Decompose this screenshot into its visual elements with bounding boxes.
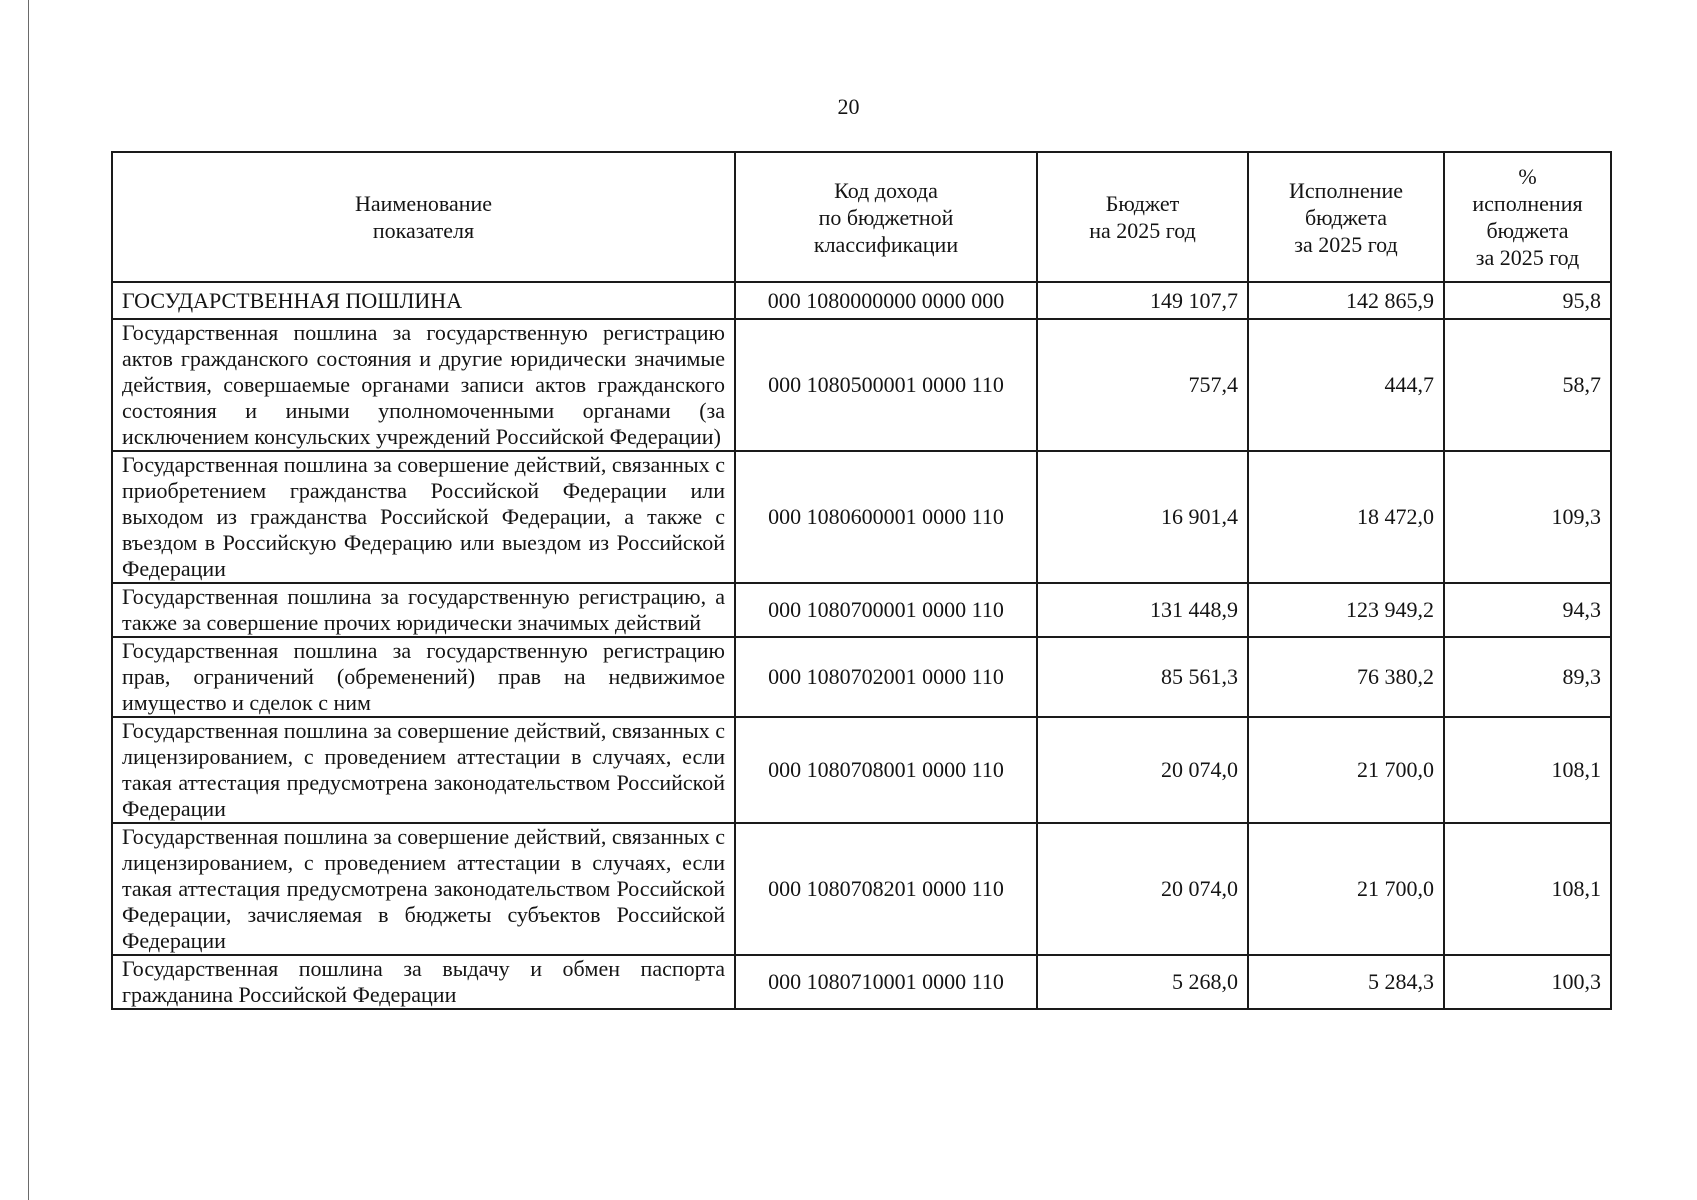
row-budget: 5 268,0	[1037, 955, 1248, 1009]
row-execution: 21 700,0	[1248, 717, 1444, 823]
row-budget: 20 074,0	[1037, 717, 1248, 823]
row-percent: 94,3	[1444, 583, 1611, 637]
table-row	[112, 823, 1611, 955]
row-execution: 18 472,0	[1248, 451, 1444, 583]
row-name: Государственная пошлина за совершение действий, связанных с приобретением гражданства Российской Федерации или выходом из гражданства Российской Федерации, а также с въездом в Российскую Федерацию или выездом из Российской Федерации	[112, 451, 735, 583]
row-name: Государственная пошлина за государственную регистрацию, а также за совершение прочих юридически значимых действий	[112, 583, 735, 637]
table-row	[112, 637, 1611, 717]
table-header-row	[112, 152, 1611, 282]
row-percent: 95,8	[1444, 282, 1611, 319]
row-name: Государственная пошлина за совершение действий, связанных с лицензированием, с проведением аттестации в случаях, если такая аттестация предусмотрена законодательством Российской Федерации	[112, 717, 735, 823]
row-name: Государственная пошлина за выдачу и обмен паспорта гражданина Российской Федерации	[112, 955, 735, 1009]
header-budget: Бюджет на 2025 год	[1037, 152, 1248, 282]
row-execution: 142 865,9	[1248, 282, 1444, 319]
row-code: 000 1080500001 0000 110	[735, 319, 1037, 451]
row-percent: 109,3	[1444, 451, 1611, 583]
row-budget: 149 107,7	[1037, 282, 1248, 319]
row-budget: 16 901,4	[1037, 451, 1248, 583]
table-row	[112, 955, 1611, 1009]
row-code: 000 1080600001 0000 110	[735, 451, 1037, 583]
row-percent: 100,3	[1444, 955, 1611, 1009]
row-execution: 5 284,3	[1248, 955, 1444, 1009]
table-row	[112, 451, 1611, 583]
row-budget: 85 561,3	[1037, 637, 1248, 717]
row-code: 000 1080702001 0000 110	[735, 637, 1037, 717]
header-name: Наименование показателя	[112, 152, 735, 282]
row-budget: 757,4	[1037, 319, 1248, 451]
row-name: Государственная пошлина за государственную регистрацию прав, ограничений (обременений) прав на недвижимое имущество и сделок с ним	[112, 637, 735, 717]
row-percent: 108,1	[1444, 717, 1611, 823]
row-code: 000 1080700001 0000 110	[735, 583, 1037, 637]
row-percent: 58,7	[1444, 319, 1611, 451]
header-code: Код дохода по бюджетной классификации	[735, 152, 1037, 282]
row-code: 000 1080000000 0000 000	[735, 282, 1037, 319]
row-percent: 108,1	[1444, 823, 1611, 955]
row-name: ГОСУДАРСТВЕННАЯ ПОШЛИНА	[112, 282, 735, 319]
row-code: 000 1080708201 0000 110	[735, 823, 1037, 955]
row-code: 000 1080710001 0000 110	[735, 955, 1037, 1009]
row-name: Государственная пошлина за совершение действий, связанных с лицензированием, с проведением аттестации в случаях, если такая аттестация предусмотрена законодательством Российской Федерации, зачисляемая в бюджеты субъектов Российской Федерации	[112, 823, 735, 955]
budget-revenue-table	[111, 151, 1612, 1010]
row-execution: 123 949,2	[1248, 583, 1444, 637]
row-name: Государственная пошлина за государственную регистрацию актов гражданского состояния и другие юридически значимые действия, совершаемые органами записи актов гражданского состояния и иными уполномоченными органами (за исключением консульских учреждений Российской Федерации)	[112, 319, 735, 451]
table-row	[112, 319, 1611, 451]
row-execution: 76 380,2	[1248, 637, 1444, 717]
page-number: 20	[837, 94, 860, 119]
header-percent: % исполнения бюджета за 2025 год	[1444, 152, 1611, 282]
row-percent: 89,3	[1444, 637, 1611, 717]
row-code: 000 1080708001 0000 110	[735, 717, 1037, 823]
table-row	[112, 717, 1611, 823]
row-execution: 444,7	[1248, 319, 1444, 451]
binding-margin-line	[28, 0, 29, 1200]
table-row	[112, 583, 1611, 637]
row-execution: 21 700,0	[1248, 823, 1444, 955]
row-budget: 131 448,9	[1037, 583, 1248, 637]
header-execution: Исполнение бюджета за 2025 год	[1248, 152, 1444, 282]
table-row-total	[112, 282, 1611, 319]
row-budget: 20 074,0	[1037, 823, 1248, 955]
